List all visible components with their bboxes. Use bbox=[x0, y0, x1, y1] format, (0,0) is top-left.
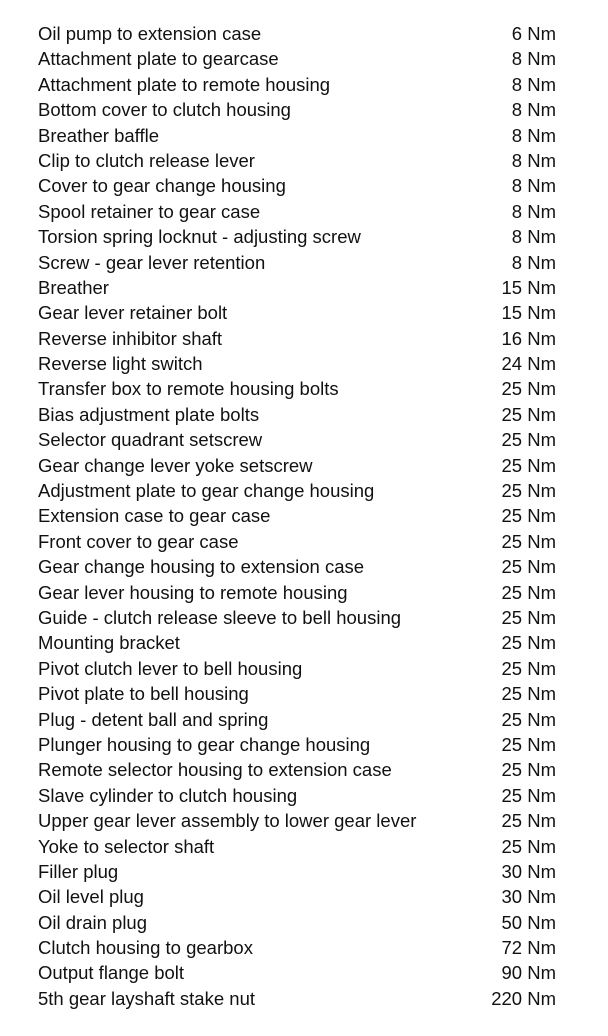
torque-value: 30 Nm bbox=[501, 886, 556, 908]
component-name: Guide - clutch release sleeve to bell housing bbox=[38, 606, 402, 628]
table-row bbox=[38, 884, 556, 909]
table-row bbox=[38, 859, 556, 884]
component-name: Pivot clutch lever to bell housing bbox=[38, 657, 303, 679]
component-name: Attachment plate to remote housing bbox=[38, 73, 331, 95]
table-row bbox=[38, 402, 556, 427]
torque-value: 25 Nm bbox=[501, 505, 556, 527]
torque-value: 220 Nm bbox=[491, 987, 556, 1009]
component-name: Slave cylinder to clutch housing bbox=[38, 784, 298, 806]
torque-value: 25 Nm bbox=[501, 530, 556, 552]
table-row bbox=[38, 935, 556, 960]
table-row bbox=[38, 21, 556, 46]
torque-value: 25 Nm bbox=[501, 454, 556, 476]
component-name: Clutch housing to gearbox bbox=[38, 937, 253, 959]
table-row bbox=[38, 630, 556, 655]
table-row bbox=[38, 910, 556, 935]
torque-value: 8 Nm bbox=[511, 73, 556, 95]
torque-value: 25 Nm bbox=[501, 784, 556, 806]
torque-value: 6 Nm bbox=[511, 23, 556, 44]
torque-value: 30 Nm bbox=[501, 860, 556, 882]
component-name: Plunger housing to gear change housing bbox=[38, 733, 371, 755]
table-row bbox=[38, 834, 556, 859]
torque-value: 25 Nm bbox=[501, 429, 556, 451]
table-row bbox=[38, 960, 556, 985]
component-name: Remote selector housing to extension case bbox=[38, 759, 392, 781]
component-name: Breather baffle bbox=[38, 124, 160, 146]
component-name: Plug - detent ball and spring bbox=[38, 708, 269, 730]
table-row bbox=[38, 580, 556, 605]
component-name: Transfer box to remote housing bolts bbox=[38, 378, 339, 400]
torque-value: 25 Nm bbox=[501, 403, 556, 425]
table-row bbox=[38, 503, 556, 528]
torque-value: 25 Nm bbox=[501, 733, 556, 755]
component-name: Extension case to gear case bbox=[38, 505, 271, 527]
component-name: Reverse light switch bbox=[38, 353, 203, 375]
torque-value: 25 Nm bbox=[501, 480, 556, 502]
component-name: Upper gear lever assembly to lower gear lever bbox=[38, 810, 417, 832]
torque-value: 8 Nm bbox=[511, 251, 556, 273]
component-name: Screw - gear lever retention bbox=[38, 251, 266, 273]
component-name: Bottom cover to clutch housing bbox=[38, 99, 291, 121]
component-name: Yoke to selector shaft bbox=[38, 835, 215, 857]
table-row bbox=[38, 427, 556, 452]
torque-value: 25 Nm bbox=[501, 378, 556, 400]
torque-value: 25 Nm bbox=[501, 556, 556, 578]
table-row bbox=[38, 529, 556, 554]
table-row bbox=[38, 376, 556, 401]
torque-value: 25 Nm bbox=[501, 632, 556, 654]
table-row bbox=[38, 808, 556, 833]
torque-value: 15 Nm bbox=[501, 302, 556, 324]
table-row bbox=[38, 148, 556, 173]
table-row bbox=[38, 72, 556, 97]
component-name: Torsion spring locknut - adjusting screw bbox=[38, 226, 361, 248]
torque-value: 8 Nm bbox=[511, 149, 556, 171]
torque-value: 25 Nm bbox=[501, 657, 556, 679]
table-row bbox=[38, 250, 556, 275]
component-name: Gear change lever yoke setscrew bbox=[38, 454, 313, 476]
torque-value: 50 Nm bbox=[501, 911, 556, 933]
torque-value: 25 Nm bbox=[501, 810, 556, 832]
torque-value: 8 Nm bbox=[511, 99, 556, 121]
torque-value: 8 Nm bbox=[511, 226, 556, 248]
component-name: Output flange bolt bbox=[38, 962, 185, 984]
component-name: Breather bbox=[38, 276, 109, 298]
torque-value: 25 Nm bbox=[501, 606, 556, 628]
component-name: Reverse inhibitor shaft bbox=[38, 327, 223, 349]
torque-value: 8 Nm bbox=[511, 200, 556, 222]
component-name: Front cover to gear case bbox=[38, 530, 239, 552]
torque-value: 16 Nm bbox=[501, 327, 556, 349]
table-row bbox=[38, 986, 556, 1011]
component-name: Gear lever housing to remote housing bbox=[38, 581, 348, 603]
component-name: Gear change housing to extension case bbox=[38, 556, 365, 578]
table-row bbox=[38, 605, 556, 630]
table-row bbox=[38, 275, 556, 300]
table-row bbox=[38, 554, 556, 579]
component-name: Filler plug bbox=[38, 860, 119, 882]
table-row bbox=[38, 46, 556, 71]
torque-value: 25 Nm bbox=[501, 835, 556, 857]
table-row bbox=[38, 97, 556, 122]
torque-value: 8 Nm bbox=[511, 48, 556, 70]
table-row bbox=[38, 300, 556, 325]
torque-value: 25 Nm bbox=[501, 759, 556, 781]
torque-value: 15 Nm bbox=[501, 276, 556, 298]
torque-value: 8 Nm bbox=[511, 124, 556, 146]
table-row bbox=[38, 173, 556, 198]
component-name: Selector quadrant setscrew bbox=[38, 429, 263, 451]
component-name: Oil level plug bbox=[38, 886, 144, 908]
component-name: 5th gear layshaft stake nut bbox=[38, 987, 255, 1009]
table-row bbox=[38, 199, 556, 224]
table-row bbox=[38, 681, 556, 706]
component-name: Oil pump to extension case bbox=[38, 23, 262, 44]
table-row bbox=[38, 732, 556, 757]
component-name: Cover to gear change housing bbox=[38, 175, 286, 197]
table-row bbox=[38, 351, 556, 376]
component-name: Clip to clutch release lever bbox=[38, 149, 255, 171]
component-name: Bias adjustment plate bolts bbox=[38, 403, 260, 425]
component-name: Attachment plate to gearcase bbox=[38, 48, 279, 70]
table-row bbox=[38, 326, 556, 351]
torque-value: 25 Nm bbox=[501, 581, 556, 603]
component-name: Oil drain plug bbox=[38, 911, 148, 933]
torque-value: 24 Nm bbox=[501, 353, 556, 375]
table-row bbox=[38, 707, 556, 732]
table-row bbox=[38, 656, 556, 681]
component-name: Mounting bracket bbox=[38, 632, 180, 654]
torque-spec-table bbox=[38, 21, 556, 1011]
component-name: Adjustment plate to gear change housing bbox=[38, 480, 375, 502]
table-row bbox=[38, 123, 556, 148]
table-row bbox=[38, 478, 556, 503]
component-name: Pivot plate to bell housing bbox=[38, 683, 249, 705]
torque-value: 90 Nm bbox=[501, 962, 556, 984]
table-row bbox=[38, 224, 556, 249]
torque-value: 8 Nm bbox=[511, 175, 556, 197]
table-row bbox=[38, 453, 556, 478]
torque-value: 72 Nm bbox=[501, 937, 556, 959]
torque-value: 25 Nm bbox=[501, 683, 556, 705]
component-name: Gear lever retainer bolt bbox=[38, 302, 228, 324]
component-name: Spool retainer to gear case bbox=[38, 200, 261, 222]
table-row bbox=[38, 783, 556, 808]
torque-value: 25 Nm bbox=[501, 708, 556, 730]
table-row bbox=[38, 757, 556, 782]
